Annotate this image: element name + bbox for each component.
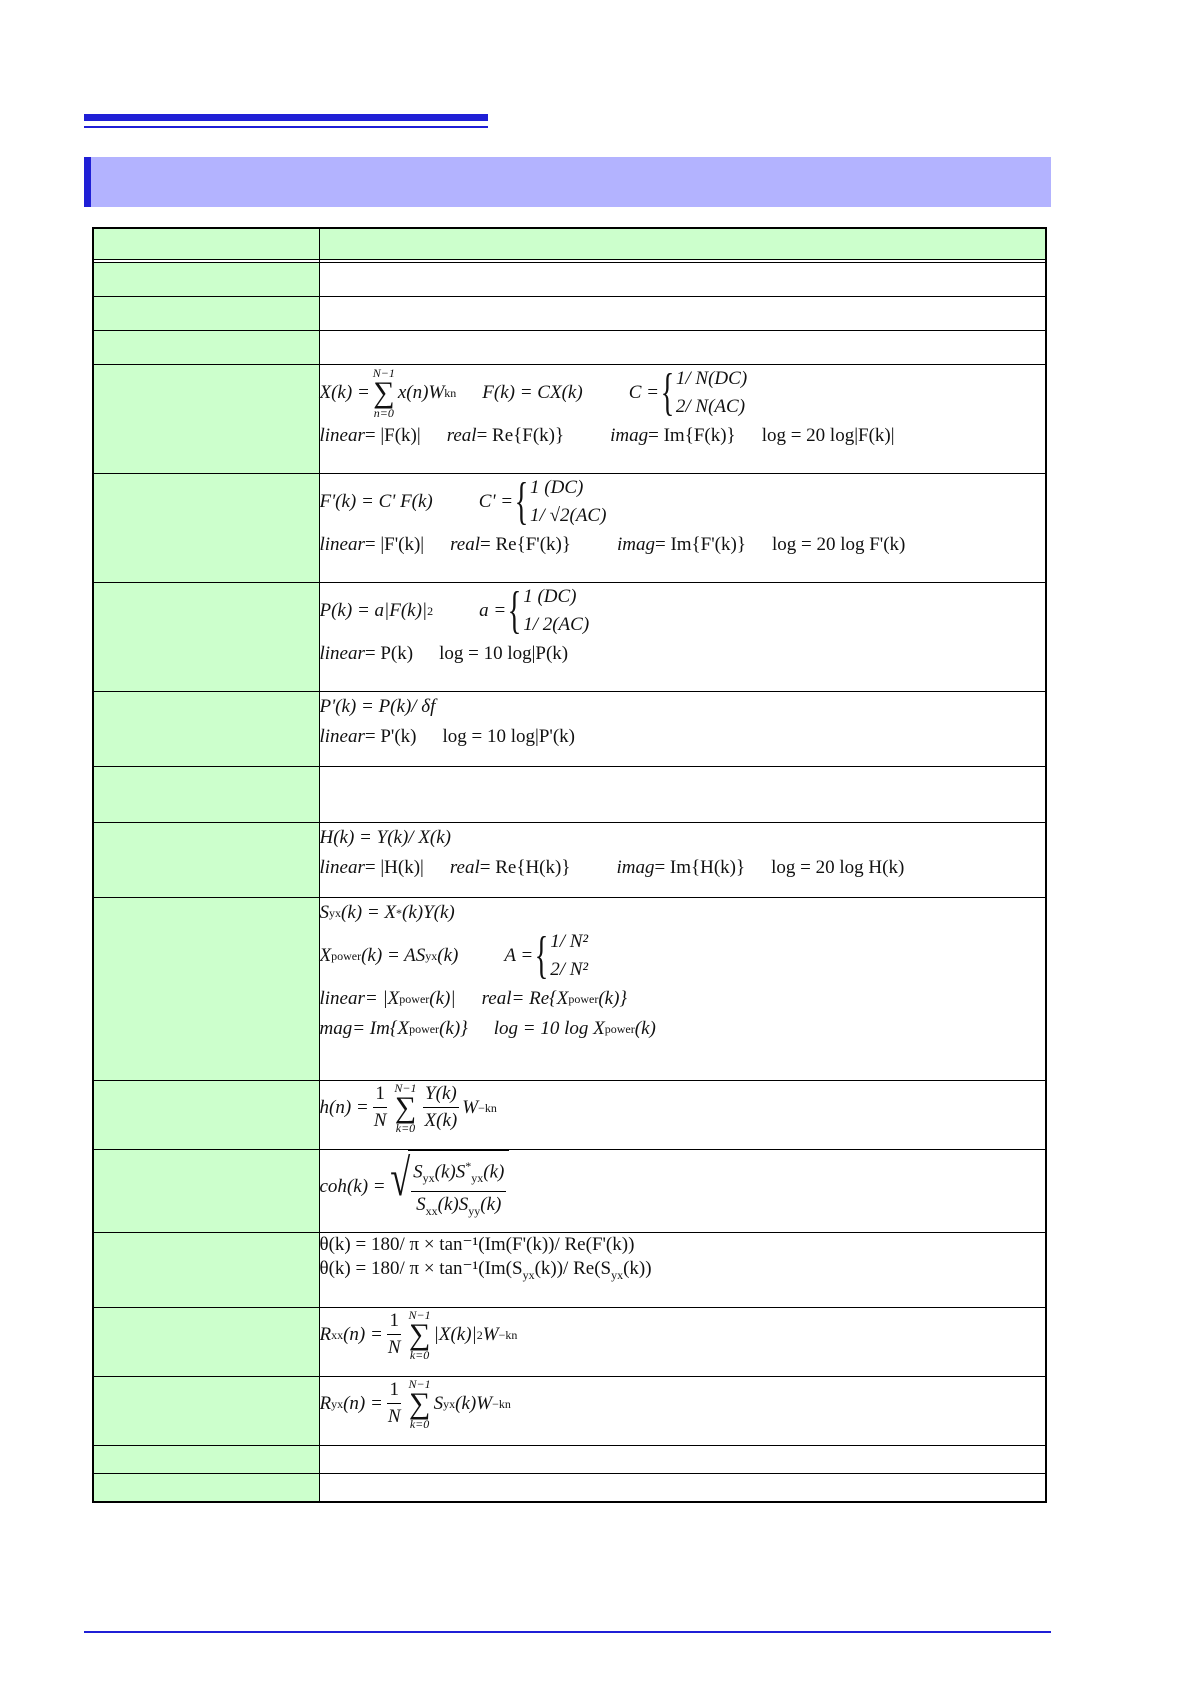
footer-rule bbox=[84, 1631, 1051, 1633]
formula-text: mag bbox=[319, 1018, 353, 1039]
formula-text: (k)) bbox=[623, 1258, 652, 1279]
table-row bbox=[93, 1474, 1046, 1503]
row-label bbox=[93, 331, 319, 365]
formula-psd bbox=[319, 692, 1046, 767]
formula-text: (k) bbox=[437, 945, 459, 966]
row-formula bbox=[319, 1446, 1046, 1474]
formula-text: R bbox=[319, 1392, 332, 1414]
formula-sup: −kn bbox=[478, 1100, 497, 1115]
summation-symbol: N−1 ∑ k=0 bbox=[408, 1376, 431, 1431]
formula-text: X(k) = bbox=[319, 382, 370, 403]
banner-accent-bar bbox=[84, 157, 91, 207]
formula-text: x(n)W bbox=[397, 382, 445, 403]
formula-sup: −kn bbox=[498, 1327, 518, 1342]
header-cell-function bbox=[93, 228, 319, 260]
formula-sub: power bbox=[409, 1022, 440, 1036]
row-label bbox=[93, 823, 319, 898]
row-label bbox=[93, 1308, 319, 1377]
cases-brace: { 1 (DC) 1/ √2(AC) bbox=[514, 473, 607, 530]
formula-sub: power bbox=[568, 992, 599, 1006]
formula-text: S bbox=[433, 1392, 444, 1414]
formula-sub: power bbox=[331, 949, 362, 963]
formula-text: F(k) = CX(k) bbox=[482, 382, 583, 403]
row-label bbox=[93, 692, 319, 767]
formula-sub: xx bbox=[331, 1327, 344, 1342]
formula-text: = P'(k) bbox=[364, 726, 417, 747]
formula-text: P(k) = a|F(k)| bbox=[319, 600, 428, 621]
formula-text: W bbox=[462, 1096, 479, 1118]
formula-linear-spectrum bbox=[319, 365, 1046, 474]
table-row-linear-spectrum bbox=[93, 365, 1046, 474]
formula-text: W bbox=[482, 1323, 499, 1345]
formula-text: = P(k) bbox=[364, 643, 414, 664]
formula-text: linear bbox=[319, 988, 365, 1009]
formula-text: log = 20 log|F(k)| bbox=[761, 425, 895, 446]
formula-coherence bbox=[319, 1150, 1046, 1233]
formula-impulse-response bbox=[319, 1081, 1046, 1150]
formula-text: = Re{H(k)} bbox=[479, 857, 571, 878]
header-cell-formula bbox=[319, 228, 1046, 260]
table-row bbox=[93, 263, 1046, 297]
formula-text: = Re{X bbox=[511, 988, 569, 1009]
cases-brace: { 1/ N² 2/ N² bbox=[534, 927, 589, 984]
summation-symbol: N−1 ∑ n=0 bbox=[372, 366, 395, 420]
row-label bbox=[93, 297, 319, 331]
formula-text: (k)Y(k) bbox=[402, 902, 455, 923]
formula-text: (n) = bbox=[343, 1323, 383, 1345]
row-formula bbox=[319, 263, 1046, 297]
formula-sup: * bbox=[396, 906, 403, 920]
table-row-cross-correlation bbox=[93, 1377, 1046, 1446]
table-row-transfer-function bbox=[93, 823, 1046, 898]
formula-text: log = 10 log X bbox=[493, 1018, 605, 1039]
table-row-psd bbox=[93, 692, 1046, 767]
fraction: $\frac{S_{yx}(k)S^*_{yx}(k)}{S_{xx}(k)S_{yy}(k)}$ bbox=[411, 1153, 506, 1224]
table-header-row bbox=[93, 228, 1046, 260]
table-row bbox=[93, 767, 1046, 823]
formula-sup: 2 bbox=[427, 604, 434, 618]
formula-phase bbox=[319, 1233, 1046, 1308]
formula-text: A = bbox=[504, 945, 534, 966]
formula-cross-power bbox=[319, 898, 1046, 1081]
summation-symbol: N−1 ∑ k=0 bbox=[408, 1307, 431, 1362]
fraction: $\frac{1}{N}$ bbox=[373, 1083, 387, 1131]
formula-text: real bbox=[446, 425, 477, 446]
formula-transfer-function bbox=[319, 823, 1046, 898]
formula-text: (k) bbox=[634, 1018, 656, 1039]
row-label bbox=[93, 1474, 319, 1503]
table-row bbox=[93, 331, 1046, 365]
formula-sub: yx bbox=[443, 1396, 456, 1411]
row-label bbox=[93, 1446, 319, 1474]
row-label bbox=[93, 1081, 319, 1150]
formula-text: log = 10 log|P(k) bbox=[439, 643, 569, 664]
formula-sub: yx bbox=[331, 1396, 344, 1411]
formula-text: = |X bbox=[364, 988, 400, 1009]
formula-text: (k)| bbox=[429, 988, 456, 1009]
cases-brace: { 1/ N(DC) 2/ N(AC) bbox=[660, 364, 748, 421]
formula-text: F'(k) = C' F(k) bbox=[319, 491, 433, 512]
formula-text: imag bbox=[610, 425, 649, 446]
formula-text: imag bbox=[616, 534, 655, 555]
header-rule-thin bbox=[84, 126, 488, 128]
formula-text: = Im{H(k)} bbox=[654, 857, 746, 878]
formula-text: log = 20 log H(k) bbox=[771, 857, 905, 878]
formula-text: (k)W bbox=[455, 1392, 493, 1414]
formula-rms-spectrum bbox=[319, 474, 1046, 583]
row-label bbox=[93, 898, 319, 1081]
formula-sub: yx bbox=[329, 906, 341, 920]
row-label bbox=[93, 365, 319, 474]
formula-sub: yx bbox=[425, 949, 438, 963]
summation-symbol: N−1 ∑ k=0 bbox=[394, 1080, 417, 1135]
formula-text: = |F(k)| bbox=[364, 425, 421, 446]
formula-text: linear bbox=[319, 643, 365, 664]
formula-text: linear bbox=[319, 534, 365, 555]
formula-text: = |F'(k)| bbox=[364, 534, 425, 555]
formula-text: = Im{F'(k)} bbox=[654, 534, 746, 555]
formula-text: log = 10 log|P'(k) bbox=[442, 726, 575, 747]
formula-text: linear bbox=[319, 425, 365, 446]
row-label bbox=[93, 474, 319, 583]
formula-text: S bbox=[319, 902, 329, 923]
formula-text: X bbox=[319, 945, 332, 966]
formula-text: real bbox=[450, 534, 481, 555]
formula-sup: −kn bbox=[492, 1396, 511, 1411]
formula-text: = |H(k)| bbox=[364, 857, 424, 878]
formula-sub: yx bbox=[611, 1267, 624, 1282]
formula-text: a = bbox=[479, 600, 507, 621]
formula-table bbox=[92, 227, 1047, 1503]
row-label bbox=[93, 1233, 319, 1308]
table-row-auto-correlation bbox=[93, 1308, 1046, 1377]
table-row bbox=[93, 297, 1046, 331]
formula-text: = Im{X bbox=[352, 1018, 410, 1039]
table-row-power-spectrum bbox=[93, 583, 1046, 692]
formula-sub: yx bbox=[522, 1267, 535, 1282]
formula-text: imag bbox=[616, 857, 655, 878]
formula-text: (k) = X bbox=[341, 902, 397, 923]
formula-power-spectrum bbox=[319, 583, 1046, 692]
formula-text: real bbox=[481, 988, 512, 1009]
formula-text: (k)} bbox=[598, 988, 628, 1009]
cases-brace: { 1 (DC) 1/ 2(AC) bbox=[507, 582, 590, 639]
formula-sub: power bbox=[399, 992, 430, 1006]
table-row-rms-spectrum bbox=[93, 474, 1046, 583]
table-row-phase bbox=[93, 1233, 1046, 1308]
fraction: $\frac{1}{N}$ bbox=[387, 1310, 401, 1358]
formula-text: C = bbox=[628, 382, 659, 403]
formula-text: (n) = bbox=[343, 1392, 383, 1414]
table-row-cross-power bbox=[93, 898, 1046, 1081]
formula-text: P'(k) = P(k)/ δf bbox=[319, 696, 436, 717]
formula-cross-correlation bbox=[319, 1377, 1046, 1446]
formula-text: = Re{F(k)} bbox=[476, 425, 565, 446]
row-formula bbox=[319, 331, 1046, 365]
row-formula bbox=[319, 297, 1046, 331]
table-row-coherence bbox=[93, 1150, 1046, 1233]
row-label bbox=[93, 583, 319, 692]
formula-text: log = 20 log F'(k) bbox=[771, 534, 906, 555]
row-label bbox=[93, 1377, 319, 1446]
table-row bbox=[93, 1446, 1046, 1474]
formula-sup: kn bbox=[444, 386, 457, 400]
formula-sup: 2 bbox=[476, 1327, 483, 1342]
row-label bbox=[93, 1150, 319, 1233]
row-formula bbox=[319, 767, 1046, 823]
formula-auto-correlation bbox=[319, 1308, 1046, 1377]
header-rule-thick bbox=[84, 114, 488, 121]
formula-text: linear bbox=[319, 857, 365, 878]
formula-text: (k))/ Re(S bbox=[534, 1258, 612, 1279]
formula-text: h(n) = bbox=[319, 1096, 369, 1118]
formula-text: = Im{F(k)} bbox=[648, 425, 736, 446]
formula-text: R bbox=[319, 1323, 332, 1345]
square-root: √ $\frac{S_{yx}(k)S^*_{yx}(k)}{S_{xx}(k)S_{yy}(k)}$ bbox=[386, 1150, 510, 1224]
formula-sub: power bbox=[604, 1022, 635, 1036]
formula-text: θ(k) = 180/ π × tan⁻¹(Im(S bbox=[319, 1258, 523, 1279]
formula-text: |X(k)| bbox=[433, 1323, 477, 1345]
formula-text: (k) = AS bbox=[361, 945, 426, 966]
formula-text: H(k) = Y(k)/ X(k) bbox=[319, 827, 452, 848]
formula-text: (k)} bbox=[439, 1018, 468, 1039]
section-banner bbox=[84, 157, 1051, 207]
formula-text: = Re{F'(k)} bbox=[480, 534, 571, 555]
fraction: $\frac{Y(k)}{X(k)}$ bbox=[424, 1083, 458, 1131]
table-row-impulse-response bbox=[93, 1081, 1046, 1150]
row-label bbox=[93, 767, 319, 823]
formula-text: linear bbox=[319, 726, 365, 747]
formula-text: coh bbox=[319, 1175, 347, 1197]
formula-text: θ(k) = 180/ π × tan⁻¹(Im(F'(k))/ Re(F'(k)) bbox=[319, 1234, 635, 1255]
row-label bbox=[93, 263, 319, 297]
fraction: $\frac{1}{N}$ bbox=[387, 1379, 401, 1427]
formula-text: real bbox=[449, 857, 480, 878]
formula-text: (k) = bbox=[346, 1175, 386, 1197]
row-formula bbox=[319, 1474, 1046, 1503]
formula-text: C' = bbox=[478, 491, 514, 512]
